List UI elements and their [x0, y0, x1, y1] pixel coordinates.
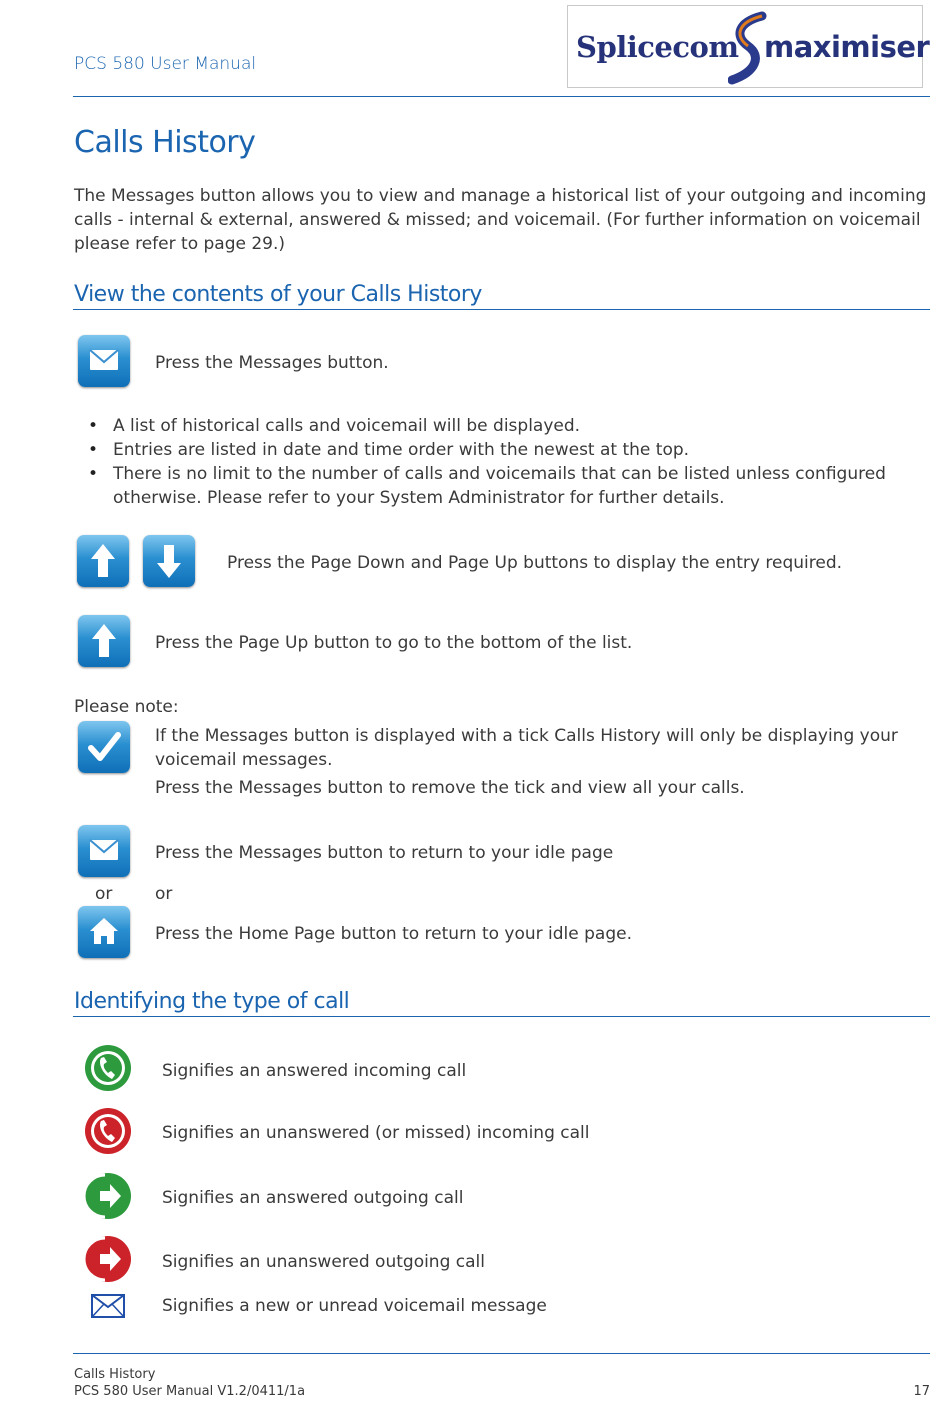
step-return-home: Press the Home Page button to return to your idle page. [155, 924, 633, 944]
call-type-label: Signifies an unanswered (or missed) incoming call [162, 1123, 590, 1143]
footer-document-id: PCS 580 User Manual V1.2/0411/1a [74, 1384, 306, 1399]
messages-tick-button-icon [78, 721, 130, 773]
section-heading-call-types: Identifying the type of call [74, 989, 350, 1014]
section-heading-view-contents: View the contents of your Calls History [74, 282, 482, 307]
step-return-messages: Press the Messages button to return to your idle page [155, 843, 614, 863]
or-separator-icon-column: or [95, 884, 113, 904]
intro-paragraph: The Messages button allows you to view and manage a historical list of your outgoing and incoming calls - internal & external, answered & missed; and voicemail. (For further information on voicemail please refer to page 29.) [74, 186, 927, 254]
missed-incoming-call-icon [83, 1106, 133, 1156]
list-item: • Entries are listed in date and time order with the newest at the top. [74, 438, 930, 462]
footer-section-name: Calls History [74, 1367, 156, 1382]
footer-rule [73, 1353, 930, 1354]
step-press-messages: Press the Messages button. [155, 353, 389, 373]
note-label: Please note: [74, 697, 179, 717]
logo-text-maximiser: maximiser [764, 30, 930, 64]
call-type-label: Signifies an unanswered outgoing call [162, 1252, 485, 1272]
home-page-button-icon [78, 906, 130, 958]
page-up-button-icon [78, 615, 130, 667]
call-type-label: Signifies a new or unread voicemail message [162, 1296, 547, 1316]
company-logo [567, 5, 930, 88]
page-number: 17 [913, 1384, 930, 1399]
bullet-list [74, 414, 930, 510]
page-up-button-icon [77, 535, 129, 587]
section-rule-1 [73, 309, 930, 310]
unanswered-outgoing-call-icon [83, 1234, 133, 1284]
page-title: Calls History [74, 125, 256, 160]
messages-button-icon [78, 825, 130, 877]
note-tick-text: If the Messages button is displayed with a tick Calls History will only be displaying your voicemail messages. [155, 726, 898, 770]
logo-swoosh-icon [728, 10, 768, 86]
answered-incoming-call-icon [83, 1043, 133, 1093]
header-rule [73, 96, 930, 97]
note-remove-tick-text: Press the Messages button to remove the tick and view all your calls. [155, 778, 745, 798]
header-title: PCS 580 User Manual [74, 54, 257, 74]
step-page-up: Press the Page Up button to go to the bottom of the list. [155, 633, 633, 653]
page-down-button-icon [143, 535, 195, 587]
list-item: • There is no limit to the number of calls and voicemails that can be listed unless configured otherwise. Please refer to your System Administrator for further details. [74, 462, 930, 510]
or-separator-text-column: or [155, 884, 173, 904]
call-type-label: Signifies an answered outgoing call [162, 1188, 464, 1208]
voicemail-envelope-icon [91, 1294, 125, 1318]
messages-button-icon [78, 335, 130, 387]
answered-outgoing-call-icon [83, 1171, 133, 1221]
step-page-buttons: Press the Page Down and Page Up buttons to display the entry required. [227, 553, 843, 573]
section-rule-2 [73, 1016, 930, 1017]
list-item: • A list of historical calls and voicemail will be displayed. [74, 414, 930, 438]
call-type-label: Signifies an answered incoming call [162, 1061, 467, 1081]
logo-text-splicecom: Splicecom [576, 30, 739, 64]
